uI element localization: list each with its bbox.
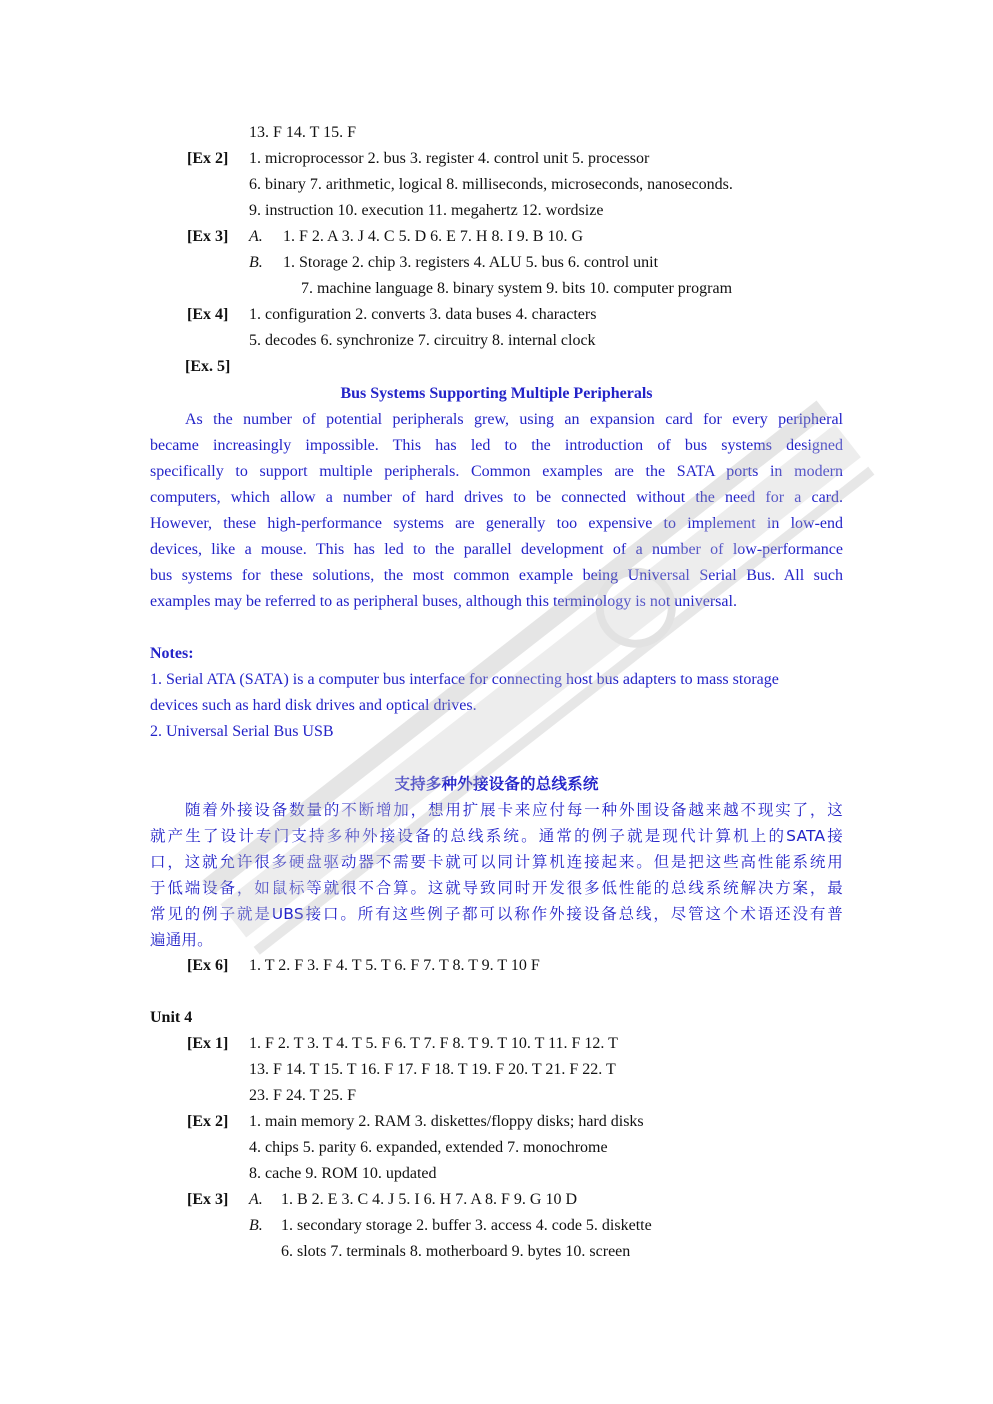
note-1-line-1: 1. Serial ATA (SATA) is a computer bus interface for connecting host bus adapters to mass storage xyxy=(150,671,779,688)
u4-ex3-part-a-marker: A. xyxy=(249,1191,263,1208)
ex3-part-a-marker: A. xyxy=(249,228,263,245)
u4-ex3-label: [Ex 3] xyxy=(187,1191,229,1208)
ex3-part-a-answers: 1. F 2. A 3. J 4. C 5. D 6. E 7. H 8. I 9. B 10. G xyxy=(283,228,584,245)
ex5-label: [Ex. 5] xyxy=(185,358,231,375)
ex6-answers: 1. T 2. F 3. F 4. T 5. T 6. F 7. T 8. T 9. T 10 F xyxy=(249,957,540,974)
note-2: 2. Universal Serial Bus USB xyxy=(150,723,334,740)
unit-4-heading: Unit 4 xyxy=(150,1009,193,1026)
ex5-paragraph-line-7: bus systems for these solutions, the most common example being Universal Serial Bus. All such xyxy=(150,567,843,584)
u4-ex2-label: [Ex 2] xyxy=(187,1113,229,1130)
translation-line-5: 常见的例子就是UBS接口。所有这些例子都可以称作外接设备总线，尽管这个术语还没有普 xyxy=(150,905,843,923)
ex5-paragraph-line-3: specifically to support multiple peripherals. Common examples are the SATA ports in modern xyxy=(150,463,843,480)
ex4-label: [Ex 4] xyxy=(187,306,229,323)
ex2-line-1: 1. microprocessor 2. bus 3. register 4. control unit 5. processor xyxy=(249,150,650,167)
ex1-answers-tail: 13. F 14. T 15. F xyxy=(249,124,356,141)
u4-ex2-line-2: 4. chips 5. parity 6. expanded, extended 7. monochrome xyxy=(249,1139,608,1156)
u4-ex1-line-2: 13. F 14. T 15. T 16. F 17. F 18. T 19. F 20. T 21. F 22. T xyxy=(249,1061,616,1078)
translation-line-1: 随着外接设备数量的不断增加，想用扩展卡来应付每一种外围设备越来越不现实了，这 xyxy=(185,801,843,819)
translation-line-2: 就产生了设计专门支持多种外接设备的总线系统。通常的例子就是现代计算机上的SATA接 xyxy=(150,827,843,845)
ex5-paragraph-line-4: computers, which allow a number of hard drives to be connected without the need for a card. xyxy=(150,489,843,506)
u4-ex1-line-3: 23. F 24. T 25. F xyxy=(249,1087,356,1104)
ex2-line-2: 6. binary 7. arithmetic, logical 8. milliseconds, microseconds, nanoseconds. xyxy=(249,176,733,193)
u4-ex2-line-3: 8. cache 9. ROM 10. updated xyxy=(249,1165,437,1182)
ex3-part-b-line-1: 1. Storage 2. chip 3. registers 4. ALU 5. bus 6. control unit xyxy=(283,254,659,271)
translation-line-6: 遍通用。 xyxy=(150,931,213,949)
u4-ex3-part-b-line-2: 6. slots 7. terminals 8. motherboard 9. bytes 10. screen xyxy=(281,1243,631,1260)
translation-line-4: 于低端设备，如鼠标等就很不合算。这就导致同时开发很多低性能的总线系统解决方案，最 xyxy=(150,879,843,897)
note-1-line-2: devices such as hard disk drives and optical drives. xyxy=(150,697,477,714)
u4-ex1-label: [Ex 1] xyxy=(187,1035,229,1052)
ex5-paragraph-line-1: As the number of potential peripherals grew, using an expansion card for every peripheral xyxy=(185,411,843,428)
ex5-paragraph-line-8: examples may be referred to as peripheral buses, although this terminology is not universal. xyxy=(150,593,737,610)
ex2-line-3: 9. instruction 10. execution 11. megahertz 12. wordsize xyxy=(249,202,604,219)
ex4-line-1: 1. configuration 2. converts 3. data buses 4. characters xyxy=(249,306,597,323)
ex5-paragraph-line-2: became increasingly impossible. This has led to the introduction of bus systems designed xyxy=(150,437,843,454)
ex5-paragraph-line-5: However, these high-performance systems are generally too expensive to implement in low-end xyxy=(150,515,843,532)
ex4-line-2: 5. decodes 6. synchronize 7. circuitry 8. internal clock xyxy=(249,332,596,349)
u4-ex3-part-a-answers: 1. B 2. E 3. C 4. J 5. I 6. H 7. A 8. F 9. G 10 D xyxy=(281,1191,578,1208)
u4-ex1-line-1: 1. F 2. T 3. T 4. T 5. F 6. T 7. F 8. T 9. T 10. T 11. F 12. T xyxy=(249,1035,618,1052)
u4-ex2-line-1: 1. main memory 2. RAM 3. diskettes/floppy disks; hard disks xyxy=(249,1113,644,1130)
ex2-label: [Ex 2] xyxy=(187,150,229,167)
translation-title: 支持多种外接设备的总线系统 xyxy=(394,775,599,793)
ex5-passage-title: Bus Systems Supporting Multiple Peripherals xyxy=(340,385,653,402)
ex6-label: [Ex 6] xyxy=(187,957,229,974)
ex3-part-b-marker: B. xyxy=(249,254,263,271)
ex5-paragraph-line-6: devices, like a mouse. This has led to the parallel development of a number of low-performance xyxy=(150,541,843,558)
translation-line-3: 口，这就允许很多硬盘驱动器不需要卡就可以同计算机连接起来。但是把这些高性能系统用 xyxy=(150,853,843,871)
ex3-label: [Ex 3] xyxy=(187,228,229,245)
u4-ex3-part-b-marker: B. xyxy=(249,1217,263,1234)
ex3-part-b-line-2: 7. machine language 8. binary system 9. bits 10. computer program xyxy=(301,280,733,297)
notes-heading: Notes: xyxy=(150,645,194,662)
u4-ex3-part-b-line-1: 1. secondary storage 2. buffer 3. access 4. code 5. diskette xyxy=(281,1217,652,1234)
